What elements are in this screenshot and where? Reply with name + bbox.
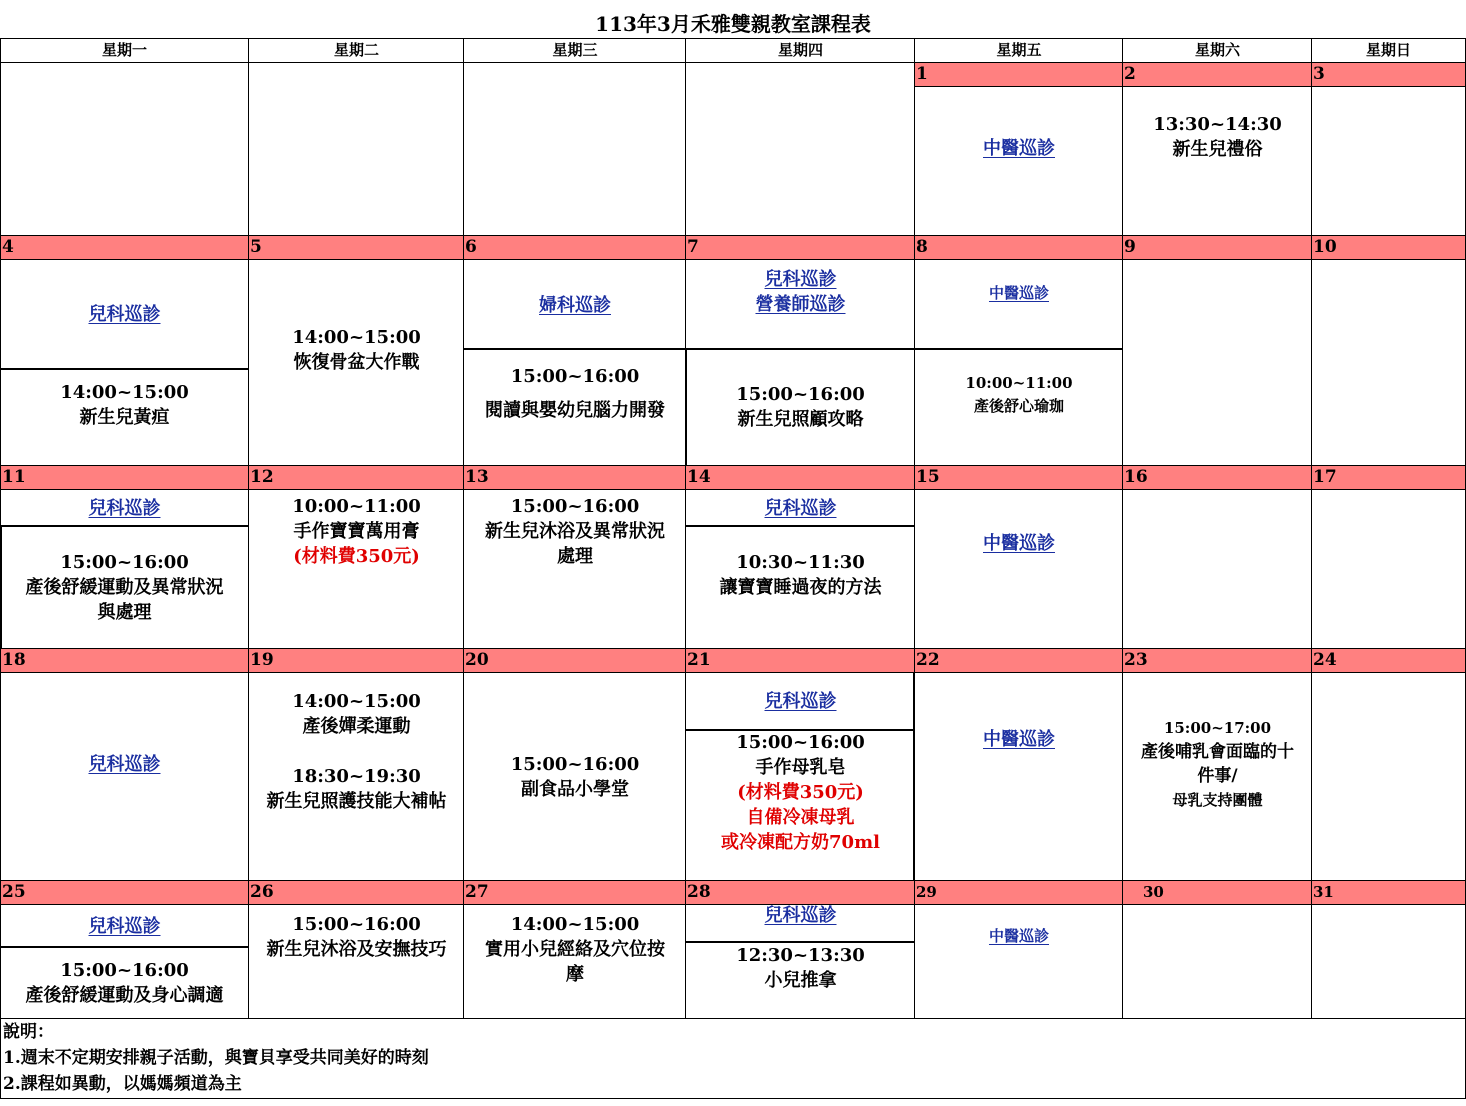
grid-line [0, 648, 1466, 649]
supply-note: 或冷凍配方奶70ml [721, 832, 880, 853]
event-time: 14:00~15:00 [510, 914, 640, 935]
event-time: 14:00~15:00 [60, 382, 189, 403]
event-cell [0, 302, 249, 327]
event-title: 新生兒照顧攻略 [737, 409, 864, 430]
day-number: 13 [465, 467, 489, 487]
grid-line [0, 489, 1466, 490]
event-cell [0, 380, 249, 430]
day-number: 15 [916, 467, 940, 487]
grid-line [915, 86, 1465, 87]
grid-line [0, 880, 1466, 881]
event-title: 母乳支持團體 [1172, 791, 1263, 809]
event-title: 新生兒黃疸 [79, 407, 170, 428]
clinic-link[interactable]: 兒科巡診 [88, 304, 161, 325]
grid-line [0, 946, 249, 948]
event-cell [0, 914, 249, 939]
page-title: 113年3月禾雅雙親教室課程表 [595, 12, 871, 36]
fee-note: (材料費350元) [737, 782, 864, 803]
event-cell [915, 727, 1123, 752]
event-title: 新生兒沐浴及異常狀況 [485, 521, 665, 542]
day-number: 9 [1124, 237, 1136, 257]
event-title: 新生兒照護技能大補帖 [266, 791, 447, 812]
event-cell [0, 496, 249, 521]
event-cell [1123, 716, 1312, 812]
event-cell [686, 267, 915, 317]
fee-note: (材料費350元) [293, 546, 420, 567]
event-title: 摩 [566, 964, 584, 985]
event-cell [686, 496, 915, 521]
event-cell [915, 282, 1123, 305]
event-time: 10:00~11:00 [292, 496, 421, 517]
supply-note: 自備冷凍母乳 [746, 807, 855, 828]
event-title: 讓寶寶睡過夜的方法 [719, 577, 882, 598]
event-time: 14:00~15:00 [292, 691, 421, 712]
day-number: 12 [250, 467, 274, 487]
grid-line [0, 62, 1466, 63]
day-number: 22 [916, 650, 940, 670]
day-number: 25 [2, 882, 26, 902]
grid-line [0, 368, 249, 370]
event-time: 13:30~14:30 [1153, 114, 1282, 135]
grid-line [1311, 38, 1312, 1019]
event-time: 15:00~16:00 [510, 754, 640, 775]
day-number: 26 [250, 882, 274, 902]
day-number: 7 [687, 237, 699, 257]
day-number: 2 [1124, 64, 1136, 84]
grid-line [0, 1098, 1466, 1099]
event-cell [464, 360, 686, 428]
clinic-link[interactable]: 兒科巡診 [764, 269, 837, 290]
event-title: 閱讀與嬰幼兒腦力開發 [485, 400, 665, 421]
weekday-sun: 星期日 [1365, 41, 1411, 59]
event-title: 件事/ [1197, 766, 1238, 786]
weekday-wed: 星期三 [552, 41, 598, 59]
date-band-week2 [0, 236, 1465, 259]
clinic-link[interactable]: 中醫巡診 [983, 729, 1055, 750]
clinic-link[interactable]: 中醫巡診 [983, 533, 1055, 554]
day-number: 8 [916, 237, 928, 257]
event-cell [686, 903, 915, 928]
event-cell [0, 752, 249, 777]
event-title: 產後舒心瑜珈 [973, 397, 1064, 415]
event-title: 手作母乳皂 [755, 757, 846, 778]
event-cell [249, 912, 464, 962]
notes-item: 2.課程如異動，以媽媽頻道為主 [3, 1074, 242, 1094]
weekday-fri: 星期五 [996, 41, 1042, 59]
day-number: 20 [465, 650, 489, 670]
event-time: 14:00~15:00 [292, 327, 421, 348]
event-cell [464, 293, 686, 318]
event-title: 處理 [557, 546, 593, 567]
event-cell [686, 382, 915, 432]
day-number: 28 [687, 882, 711, 902]
event-title: 產後哺乳會面臨的十 [1141, 742, 1294, 762]
event-cell [915, 925, 1123, 948]
event-cell [686, 943, 915, 993]
weekday-tue: 星期二 [333, 41, 379, 59]
event-title: 產後舒緩運動及身心調適 [25, 985, 224, 1006]
date-band-week5 [0, 881, 1465, 904]
day-number: 3 [1313, 64, 1325, 84]
day-number: 14 [687, 467, 711, 487]
weekday-thu: 星期四 [777, 41, 823, 59]
weekday-sat: 星期六 [1194, 41, 1240, 59]
day-number: 4 [2, 237, 14, 257]
event-time: 15:00~16:00 [736, 732, 865, 753]
event-time: 15:00~16:00 [510, 496, 640, 517]
event-time: 15:00~16:00 [60, 552, 189, 573]
weekday-mon: 星期一 [101, 41, 147, 59]
event-time: 15:00~16:00 [60, 960, 189, 981]
event-title: 產後嬋柔運動 [302, 716, 411, 737]
event-title: 實用小兒經絡及穴位按 [485, 939, 665, 960]
event-cell [249, 325, 464, 375]
grid-line [1122, 38, 1123, 1019]
event-title: 新生兒禮俗 [1172, 139, 1263, 160]
day-number: 10 [1313, 237, 1337, 257]
notes-heading: 說明： [3, 1022, 54, 1042]
event-cell [464, 494, 686, 569]
clinic-link[interactable]: 中醫巡診 [988, 927, 1049, 945]
clinic-link[interactable]: 兒科巡診 [88, 754, 161, 775]
day-number: 24 [1313, 650, 1337, 670]
day-number: 18 [2, 650, 26, 670]
notes-item: 1.週末不定期安排親子活動，與寶貝享受共同美好的時刻 [3, 1048, 429, 1068]
event-cell [0, 958, 249, 1008]
event-time: 15:00~17:00 [1163, 719, 1272, 737]
event-cell [915, 531, 1123, 556]
day-number: 27 [465, 882, 489, 902]
day-number: 21 [687, 650, 711, 670]
clinic-link[interactable]: 兒科巡診 [88, 498, 161, 519]
day-number: 5 [250, 237, 262, 257]
event-time: 10:30~11:30 [736, 552, 865, 573]
clinic-link[interactable]: 兒科巡診 [764, 691, 837, 712]
day-number: 23 [1124, 650, 1148, 670]
day-number: 1 [916, 64, 928, 84]
clinic-link[interactable]: 兒科巡診 [764, 905, 837, 926]
event-cell [686, 550, 915, 600]
clinic-link[interactable]: 中醫巡診 [983, 138, 1055, 159]
clinic-link[interactable]: 中醫巡診 [988, 284, 1049, 302]
event-cell [1123, 112, 1312, 162]
event-cell [0, 550, 249, 625]
event-title: 新生兒沐浴及安撫技巧 [266, 939, 447, 960]
clinic-link[interactable]: 兒科巡診 [88, 916, 161, 937]
grid-line [0, 235, 1466, 236]
notes [3, 1019, 429, 1097]
event-time: 15:00~16:00 [510, 366, 640, 387]
grid-line [0, 38, 1466, 39]
event-title: 產後舒緩運動及異常狀況 [25, 577, 224, 598]
day-number: 29 [916, 883, 937, 901]
date-band-week3 [0, 466, 1465, 489]
day-number: 6 [465, 237, 477, 257]
day-number: 11 [2, 467, 26, 487]
event-cell [915, 136, 1123, 161]
event-time: 15:00~16:00 [736, 384, 865, 405]
event-cell [686, 689, 915, 714]
event-cell [915, 372, 1123, 418]
event-time: 15:00~16:00 [292, 914, 421, 935]
grid-line [686, 525, 915, 527]
date-band-week1 [915, 63, 1465, 86]
day-number: 17 [1313, 467, 1337, 487]
clinic-link[interactable]: 兒科巡診 [764, 498, 837, 519]
day-number: 16 [1124, 467, 1148, 487]
event-cell [464, 752, 686, 802]
event-time: 12:30~13:30 [736, 945, 865, 966]
grid-line [464, 348, 915, 350]
event-cell [686, 730, 915, 855]
event-title: 手作寶寶萬用膏 [293, 521, 420, 542]
day-number: 19 [250, 650, 274, 670]
grid-line [0, 465, 1466, 466]
grid-line [915, 348, 1123, 350]
event-title: 小兒推拿 [764, 970, 837, 991]
event-cell [249, 494, 464, 569]
event-cell [249, 689, 464, 814]
event-title: 與處理 [97, 602, 152, 623]
event-cell [464, 912, 686, 987]
event-title: 恢復骨盆大作戰 [293, 352, 420, 373]
event-time: 18:30~19:30 [292, 766, 421, 787]
day-number: 31 [1313, 883, 1334, 901]
clinic-link[interactable]: 婦科巡診 [539, 295, 611, 316]
grid-line [0, 525, 249, 527]
grid-line [0, 259, 1466, 260]
clinic-link[interactable]: 營養師巡診 [755, 294, 846, 315]
day-number: 30 [1143, 883, 1164, 901]
date-band-week4 [0, 649, 1465, 672]
event-title: 副食品小學堂 [521, 779, 629, 800]
grid-line [0, 672, 1466, 673]
event-time: 10:00~11:00 [965, 374, 1073, 392]
